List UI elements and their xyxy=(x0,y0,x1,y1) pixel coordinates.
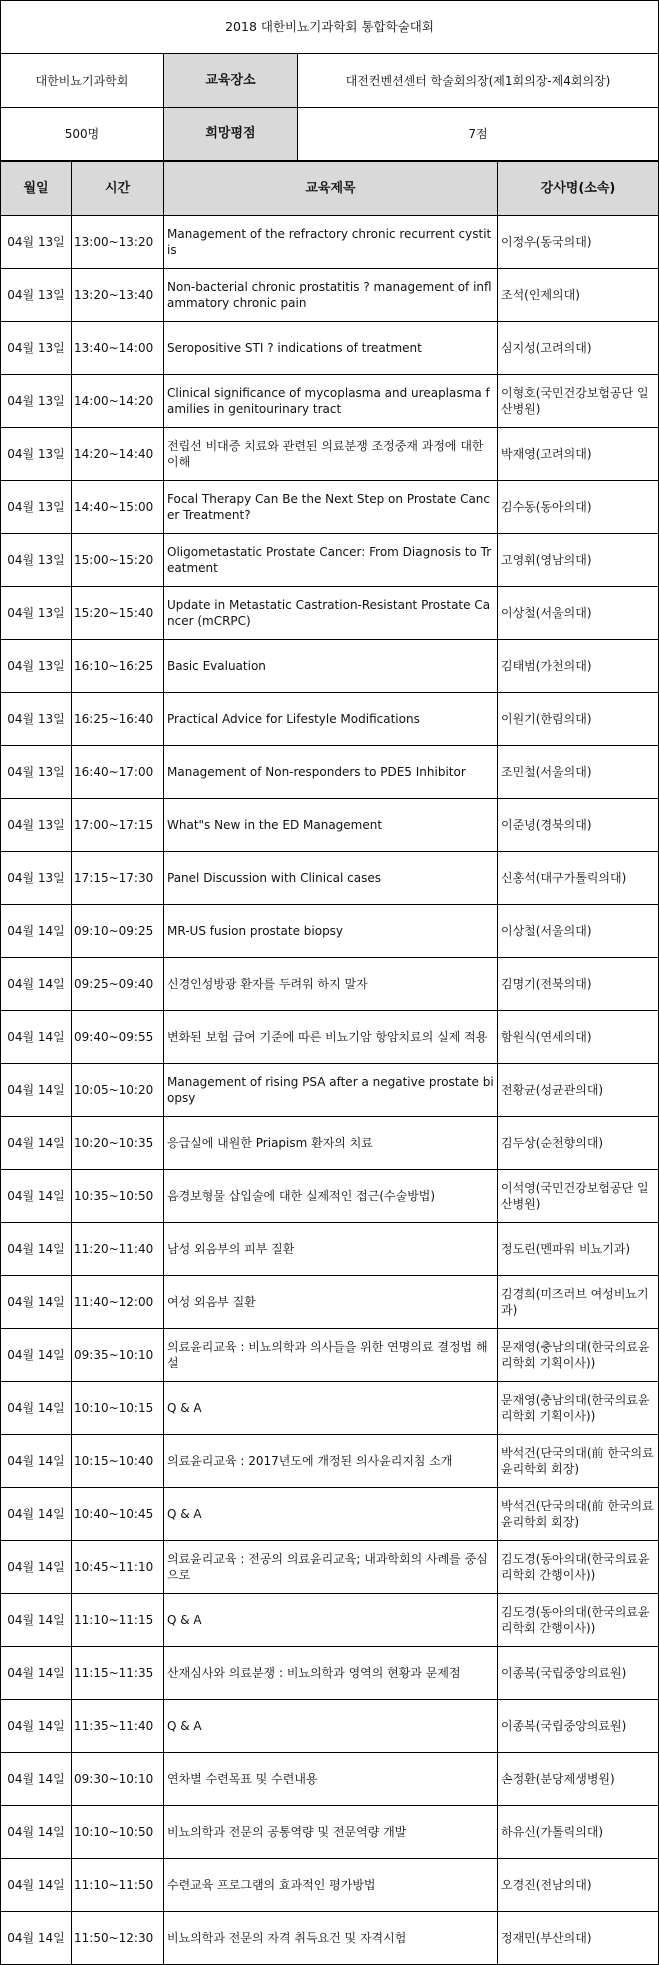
session-title: 의료윤리교육 : 2017년도에 개정된 의사윤리지침 소개 xyxy=(164,1435,498,1488)
session-time: 09:10~09:25 xyxy=(72,905,164,958)
table-row xyxy=(1,905,659,958)
session-time: 10:10~10:15 xyxy=(72,1382,164,1435)
session-date: 04월 14일 xyxy=(1,1382,72,1435)
session-lecturer: 이석영(국민건강보험공단 일산병원) xyxy=(498,1170,659,1223)
session-time: 16:25~16:40 xyxy=(72,693,164,746)
session-lecturer: 조민철(서울의대) xyxy=(498,746,659,799)
session-lecturer: 김경희(미즈러브 여성비뇨기과) xyxy=(498,1276,659,1329)
session-title: 의료윤리교육 : 전공의 의료윤리교육; 내과학회의 사례를 중심으로 xyxy=(164,1541,498,1594)
session-title: Panel Discussion with Clinical cases xyxy=(164,852,498,905)
session-date: 04월 13일 xyxy=(1,799,72,852)
table-row xyxy=(1,640,659,693)
table-row xyxy=(1,322,659,375)
session-time: 15:20~15:40 xyxy=(72,587,164,640)
session-lecturer: 정재민(부산의대) xyxy=(498,1912,659,1965)
column-header-time: 시간 xyxy=(72,161,164,216)
organization-name: 대한비뇨기과학회 xyxy=(1,54,164,108)
location-label: 교육장소 xyxy=(164,54,298,108)
session-date: 04월 14일 xyxy=(1,1064,72,1117)
session-lecturer: 이종복(국립중앙의료원) xyxy=(498,1647,659,1700)
session-title: 수련교육 프로그램의 효과적인 평가방법 xyxy=(164,1859,498,1912)
session-date: 04월 13일 xyxy=(1,746,72,799)
session-title: MR-US fusion prostate biopsy xyxy=(164,905,498,958)
column-header-title: 교육제목 xyxy=(164,161,498,216)
session-title: Management of rising PSA after a negative prostate biopsy xyxy=(164,1064,498,1117)
session-title: Update in Metastatic Castration-Resistant Prostate Cancer (mCRPC) xyxy=(164,587,498,640)
session-time: 10:35~10:50 xyxy=(72,1170,164,1223)
table-row xyxy=(1,799,659,852)
table-row xyxy=(1,693,659,746)
session-lecturer: 김명기(전북의대) xyxy=(498,958,659,1011)
session-time: 17:00~17:15 xyxy=(72,799,164,852)
session-title: 신경인성방광 환자를 두려워 하지 말자 xyxy=(164,958,498,1011)
session-lecturer: 김도경(동아의대(한국의료윤리학회 간행이사)) xyxy=(498,1541,659,1594)
session-title: Q & A xyxy=(164,1382,498,1435)
session-title: Clinical significance of mycoplasma and ureaplasma families in genitourinary tract xyxy=(164,375,498,428)
table-row xyxy=(1,1488,659,1541)
table-row xyxy=(1,428,659,481)
session-time: 16:10~16:25 xyxy=(72,640,164,693)
session-title: 여성 외음부 질환 xyxy=(164,1276,498,1329)
table-row xyxy=(1,1382,659,1435)
session-time: 14:00~14:20 xyxy=(72,375,164,428)
session-time: 11:40~12:00 xyxy=(72,1276,164,1329)
table-row xyxy=(1,375,659,428)
session-lecturer: 심지성(고려의대) xyxy=(498,322,659,375)
session-date: 04월 13일 xyxy=(1,693,72,746)
session-time: 11:10~11:15 xyxy=(72,1594,164,1647)
session-time: 09:40~09:55 xyxy=(72,1011,164,1064)
session-date: 04월 14일 xyxy=(1,1647,72,1700)
session-time: 14:20~14:40 xyxy=(72,428,164,481)
session-time: 15:00~15:20 xyxy=(72,534,164,587)
session-time: 10:05~10:20 xyxy=(72,1064,164,1117)
column-header-date: 월일 xyxy=(1,161,72,216)
session-title: What"s New in the ED Management xyxy=(164,799,498,852)
session-time: 13:20~13:40 xyxy=(72,269,164,322)
table-row xyxy=(1,481,659,534)
session-lecturer: 전황균(성균관의대) xyxy=(498,1064,659,1117)
table-row xyxy=(1,958,659,1011)
session-title: 연차별 수련목표 및 수련내용 xyxy=(164,1753,498,1806)
session-time: 11:35~11:40 xyxy=(72,1700,164,1753)
session-date: 04월 13일 xyxy=(1,587,72,640)
session-lecturer: 김수동(동아의대) xyxy=(498,481,659,534)
table-row xyxy=(1,1435,659,1488)
location-value: 대전컨벤션센터 학술회의장(제1회의장-제4회의장) xyxy=(298,54,659,108)
session-lecturer: 손정환(분당제생병원) xyxy=(498,1753,659,1806)
session-date: 04월 14일 xyxy=(1,1435,72,1488)
session-lecturer: 이종복(국립중앙의료원) xyxy=(498,1700,659,1753)
attendee-count: 500명 xyxy=(1,108,164,162)
session-date: 04월 14일 xyxy=(1,1223,72,1276)
session-time: 13:00~13:20 xyxy=(72,216,164,269)
table-row xyxy=(1,1223,659,1276)
session-time: 09:25~09:40 xyxy=(72,958,164,1011)
session-title: Practical Advice for Lifestyle Modifications xyxy=(164,693,498,746)
session-title: Basic Evaluation xyxy=(164,640,498,693)
session-date: 04월 13일 xyxy=(1,852,72,905)
session-title: Q & A xyxy=(164,1700,498,1753)
session-time: 14:40~15:00 xyxy=(72,481,164,534)
session-title: Q & A xyxy=(164,1594,498,1647)
session-lecturer: 신홍석(대구가톨릭의대) xyxy=(498,852,659,905)
session-lecturer: 조석(인제의대) xyxy=(498,269,659,322)
session-date: 04월 14일 xyxy=(1,1806,72,1859)
session-date: 04월 13일 xyxy=(1,216,72,269)
session-time: 17:15~17:30 xyxy=(72,852,164,905)
table-row xyxy=(1,746,659,799)
session-lecturer: 김도경(동아의대(한국의료윤리학회 간행이사)) xyxy=(498,1594,659,1647)
session-lecturer: 이준녕(경북의대) xyxy=(498,799,659,852)
table-row xyxy=(1,1541,659,1594)
session-title: 응급실에 내원한 Priapism 환자의 치료 xyxy=(164,1117,498,1170)
session-lecturer: 함원식(연세의대) xyxy=(498,1011,659,1064)
table-row xyxy=(1,587,659,640)
session-lecturer: 문재영(충남의대(한국의료윤리학회 기획이사)) xyxy=(498,1382,659,1435)
event-title: 2018 대한비뇨기과학회 통합학술대회 xyxy=(1,1,659,54)
session-time: 10:10~10:50 xyxy=(72,1806,164,1859)
session-title: Focal Therapy Can Be the Next Step on Prostate Cancer Treatment? xyxy=(164,481,498,534)
session-lecturer: 문재영(충남의대(한국의료윤리학회 기획이사)) xyxy=(498,1329,659,1382)
session-date: 04월 14일 xyxy=(1,1488,72,1541)
table-row xyxy=(1,1011,659,1064)
session-time: 16:40~17:00 xyxy=(72,746,164,799)
table-row xyxy=(1,1064,659,1117)
session-lecturer: 이상철(서울의대) xyxy=(498,587,659,640)
table-row xyxy=(1,1859,659,1912)
score-value: 7점 xyxy=(298,108,659,162)
session-lecturer: 이형호(국민건강보험공단 일산병원) xyxy=(498,375,659,428)
table-row xyxy=(1,216,659,269)
session-date: 04월 14일 xyxy=(1,1117,72,1170)
session-time: 10:20~10:35 xyxy=(72,1117,164,1170)
session-lecturer: 이정우(동국의대) xyxy=(498,216,659,269)
session-title: Q & A xyxy=(164,1488,498,1541)
session-date: 04월 14일 xyxy=(1,1329,72,1382)
table-row xyxy=(1,1329,659,1382)
session-title: Management of Non-responders to PDE5 Inhibitor xyxy=(164,746,498,799)
session-time: 10:40~10:45 xyxy=(72,1488,164,1541)
session-title: Non-bacterial chronic prostatitis ? management of inflammatory chronic pain xyxy=(164,269,498,322)
session-title: 변화된 보험 급여 기준에 따른 비뇨기암 항암치료의 실제 적용 xyxy=(164,1011,498,1064)
session-title: 남성 외음부의 피부 질환 xyxy=(164,1223,498,1276)
table-row xyxy=(1,1806,659,1859)
session-title: 비뇨의학과 전문의 자격 취득요건 및 자격시험 xyxy=(164,1912,498,1965)
session-time: 11:20~11:40 xyxy=(72,1223,164,1276)
session-date: 04월 14일 xyxy=(1,905,72,958)
table-row xyxy=(1,1700,659,1753)
session-time: 11:10~11:50 xyxy=(72,1859,164,1912)
session-time: 13:40~14:00 xyxy=(72,322,164,375)
session-time: 09:30~10:10 xyxy=(72,1753,164,1806)
session-title: Seropositive STI ? indications of treatment xyxy=(164,322,498,375)
session-time: 10:15~10:40 xyxy=(72,1435,164,1488)
session-title: 비뇨의학과 전문의 공통역량 및 전문역량 개발 xyxy=(164,1806,498,1859)
session-lecturer: 오경진(전남의대) xyxy=(498,1859,659,1912)
session-lecturer: 김두상(순천향의대) xyxy=(498,1117,659,1170)
session-date: 04월 14일 xyxy=(1,1276,72,1329)
column-header-lecturer: 강사명(소속) xyxy=(498,161,659,216)
session-date: 04월 14일 xyxy=(1,1170,72,1223)
session-lecturer: 이원기(한림의대) xyxy=(498,693,659,746)
session-lecturer: 박석건(단국의대(前 한국의료윤리학회 회장) xyxy=(498,1435,659,1488)
table-row xyxy=(1,1170,659,1223)
session-date: 04월 13일 xyxy=(1,375,72,428)
table-row xyxy=(1,534,659,587)
session-lecturer: 이상철(서울의대) xyxy=(498,905,659,958)
session-title: Management of the refractory chronic recurrent cystitis xyxy=(164,216,498,269)
session-lecturer: 정도린(멘파워 비뇨기과) xyxy=(498,1223,659,1276)
session-lecturer: 김태범(가천의대) xyxy=(498,640,659,693)
session-date: 04월 13일 xyxy=(1,481,72,534)
table-row xyxy=(1,1753,659,1806)
session-title: Oligometastatic Prostate Cancer: From Diagnosis to Treatment xyxy=(164,534,498,587)
session-title: 산재심사와 의료분쟁 : 비뇨의학과 영역의 현황과 문제점 xyxy=(164,1647,498,1700)
session-date: 04월 14일 xyxy=(1,958,72,1011)
session-date: 04월 13일 xyxy=(1,640,72,693)
table-row xyxy=(1,1594,659,1647)
score-label: 희망평점 xyxy=(164,108,298,162)
session-title: 전립선 비대증 치료와 관련된 의료분쟁 조정중재 과정에 대한 이해 xyxy=(164,428,498,481)
session-time: 11:50~12:30 xyxy=(72,1912,164,1965)
table-row xyxy=(1,269,659,322)
session-date: 04월 14일 xyxy=(1,1700,72,1753)
session-date: 04월 13일 xyxy=(1,322,72,375)
session-date: 04월 14일 xyxy=(1,1594,72,1647)
session-time: 09:35~10:10 xyxy=(72,1329,164,1382)
session-date: 04월 13일 xyxy=(1,428,72,481)
session-title: 음경보형물 삽입술에 대한 실제적인 접근(수술방법) xyxy=(164,1170,498,1223)
session-time: 10:45~11:10 xyxy=(72,1541,164,1594)
session-lecturer: 박재영(고려의대) xyxy=(498,428,659,481)
session-lecturer: 박석건(단국의대(前 한국의료윤리학회 회장) xyxy=(498,1488,659,1541)
session-date: 04월 14일 xyxy=(1,1859,72,1912)
table-row xyxy=(1,1647,659,1700)
session-date: 04월 13일 xyxy=(1,269,72,322)
session-title: 의료윤리교육 : 비뇨의학과 의사들을 위한 연명의료 결정법 해설 xyxy=(164,1329,498,1382)
table-row xyxy=(1,1276,659,1329)
session-date: 04월 14일 xyxy=(1,1753,72,1806)
session-date: 04월 14일 xyxy=(1,1011,72,1064)
table-row xyxy=(1,1912,659,1965)
session-lecturer: 고영휘(영남의대) xyxy=(498,534,659,587)
session-date: 04월 13일 xyxy=(1,534,72,587)
session-date: 04월 14일 xyxy=(1,1541,72,1594)
table-row xyxy=(1,1117,659,1170)
session-lecturer: 하유신(가톨릭의대) xyxy=(498,1806,659,1859)
session-date: 04월 14일 xyxy=(1,1912,72,1965)
table-row xyxy=(1,852,659,905)
session-time: 11:15~11:35 xyxy=(72,1647,164,1700)
